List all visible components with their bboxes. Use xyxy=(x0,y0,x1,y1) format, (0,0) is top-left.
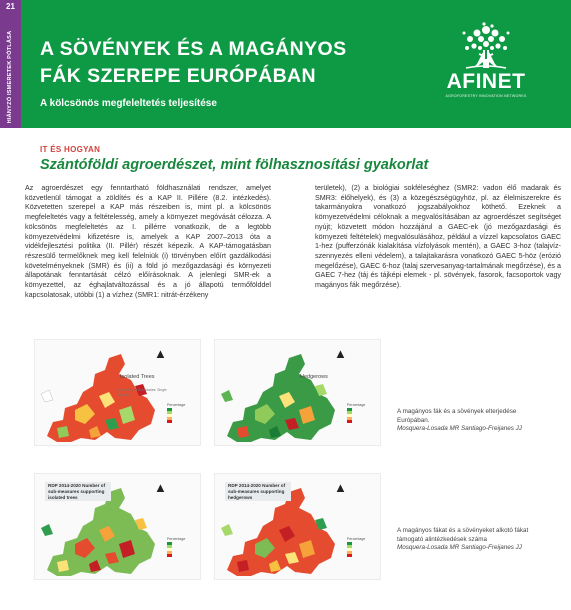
legend-title: Percentage xyxy=(167,403,186,407)
map-legend xyxy=(167,537,185,557)
afinet-logo xyxy=(436,20,536,110)
article-column-1: Az agroerdészet egy fenntartható földhasználati rendszer, amelyet közvetlenül támogat a zöldítés és a KAP II. Pillére (8.2. intézkedés). Közvetetten szerepel a KAP más részeiben is, mint pl. a kölcsönös megfeleltetés vagy a feltételesség, amely a környezet megóvását célozza. A kölcsönös megfeleltetés az I. pillérre vonatkozik, de a legtöbb környezetvédelmi kifizetésre is, amelyek a KAP 2007–2013 óta a vidékfejlesztési politika (II. Pillér) részét képezik. A KAP-támogatásban részesülő termelőknek meg kell felelniük (i) törvényben előírt gazdálkodási követelményeknek (SMR) és (ii) a föld jó mezőgazdasági és környezeti állapotának fenntartását célzó előírásoknak. A jelenlegi SMR-ek a környezettel, az éghajlatváltozással és a jó állapotú termőfölddel kapcsolatosak, utóbbi (1) a vízhez (SMR1: nitrát-érzékeny xyxy=(25,184,271,299)
map-label: Isolated Trees xyxy=(120,374,155,380)
map-label: RDP 2014-2020 Number of sub-measures supporting isolated trees xyxy=(45,482,111,501)
page-subtitle: A kölcsönös megfeleltetés teljesítése xyxy=(40,98,217,109)
tree-icon xyxy=(436,20,536,74)
north-arrow-icon: ▲ xyxy=(154,480,167,495)
section-tab xyxy=(0,0,21,128)
map-legend xyxy=(347,537,365,557)
article-title: Szántóföldi agroerdészet, mint fölhasznosítási gyakorlat xyxy=(40,157,429,173)
logo-tagline: AGROFORESTRY INNOVATION NETWORKS xyxy=(445,94,527,98)
legend-title: Percentage xyxy=(347,403,366,407)
map-rdp-hedgerows xyxy=(214,473,381,580)
title-line-2: FÁK SZEREPE EURÓPÁBAN xyxy=(40,65,317,87)
map-hedgerows xyxy=(214,339,381,446)
caption-credit: Mosquera-Losada MR Santiago-Freijanes JJ xyxy=(397,425,522,433)
caption-credit: Mosquera-Losada MR Santiago-Freijanes JJ xyxy=(397,544,522,552)
section-label: HIÁNYZÓ ISMERETEK PÓTLÁSA xyxy=(7,30,13,124)
map-rdp-isolated-trees xyxy=(34,473,201,580)
page-number: 21 xyxy=(6,2,15,11)
page-header xyxy=(0,0,571,128)
page-title xyxy=(40,36,390,90)
europe-map-image xyxy=(215,340,380,445)
article-column-2: területek), (2) a biológiai sokféleséghez (SMR2: vadon élő madarak és SMR3: élőhelyek), és (3) a közegészségügyhöz, pl. az élelmiszerekre és takarmányokra vonatkozó jogszabályokhoz köthető. Ezeknek a környezetvédelmi céloknak a megvalósításában az agroerdészet segítséget nyújt; közvetett módon hozzájárul a GAEC-ek (jó mezőgazdasági és környezeti feltételek) megvalósulásához, például a vízzel kapcsolatos GAEC 1-hez (pufferzónák kialakítása vízfolyások mentén), a GAEC 3-hoz (talajvíz-szennyezés elleni védelem), a talajtakarásra vonatkozó GAEC 5-höz (erózió megelőzése), GAEC 6-hoz (talaj szervesanyag-tartalmának megőrzése), és a GAEC 7-hez (táj és tájképi elemek - pl. sövények, fasorok, facsoportok vagy magányos fák megőrzése). xyxy=(315,184,561,290)
north-arrow-icon: ▲ xyxy=(154,346,167,361)
north-arrow-icon: ▲ xyxy=(334,346,347,361)
figure-caption-1 xyxy=(397,408,527,434)
logo-name: AFINET xyxy=(446,70,526,93)
north-arrow-icon: ▲ xyxy=(334,480,347,495)
caption-text: A magányos fákat és a sövényeket alkotó fákat támogató alintézkedések száma xyxy=(397,527,529,543)
map-legend xyxy=(167,403,185,423)
map-label: Hedgerows xyxy=(300,374,328,380)
map-legend xyxy=(347,403,365,423)
title-line-1: A SÖVÉNYEK ÉS A MAGÁNYOS xyxy=(40,38,347,60)
figure-caption-2 xyxy=(397,527,537,553)
map-isolated-trees xyxy=(34,339,201,446)
caption-text: A magányos fák és a sövények elterjedése Európában. xyxy=(397,408,517,424)
map-source-info: Eurostat, EU Boundaries: Single Habitat xyxy=(118,388,167,397)
legend-title: Percentage xyxy=(347,537,366,541)
section-kicker: IT ÉS HOGYAN xyxy=(40,145,101,154)
map-label: RDP 2014-2020 Number of sub-measures supporting hedgerows xyxy=(225,482,291,501)
legend-title: Percentage xyxy=(167,537,186,541)
